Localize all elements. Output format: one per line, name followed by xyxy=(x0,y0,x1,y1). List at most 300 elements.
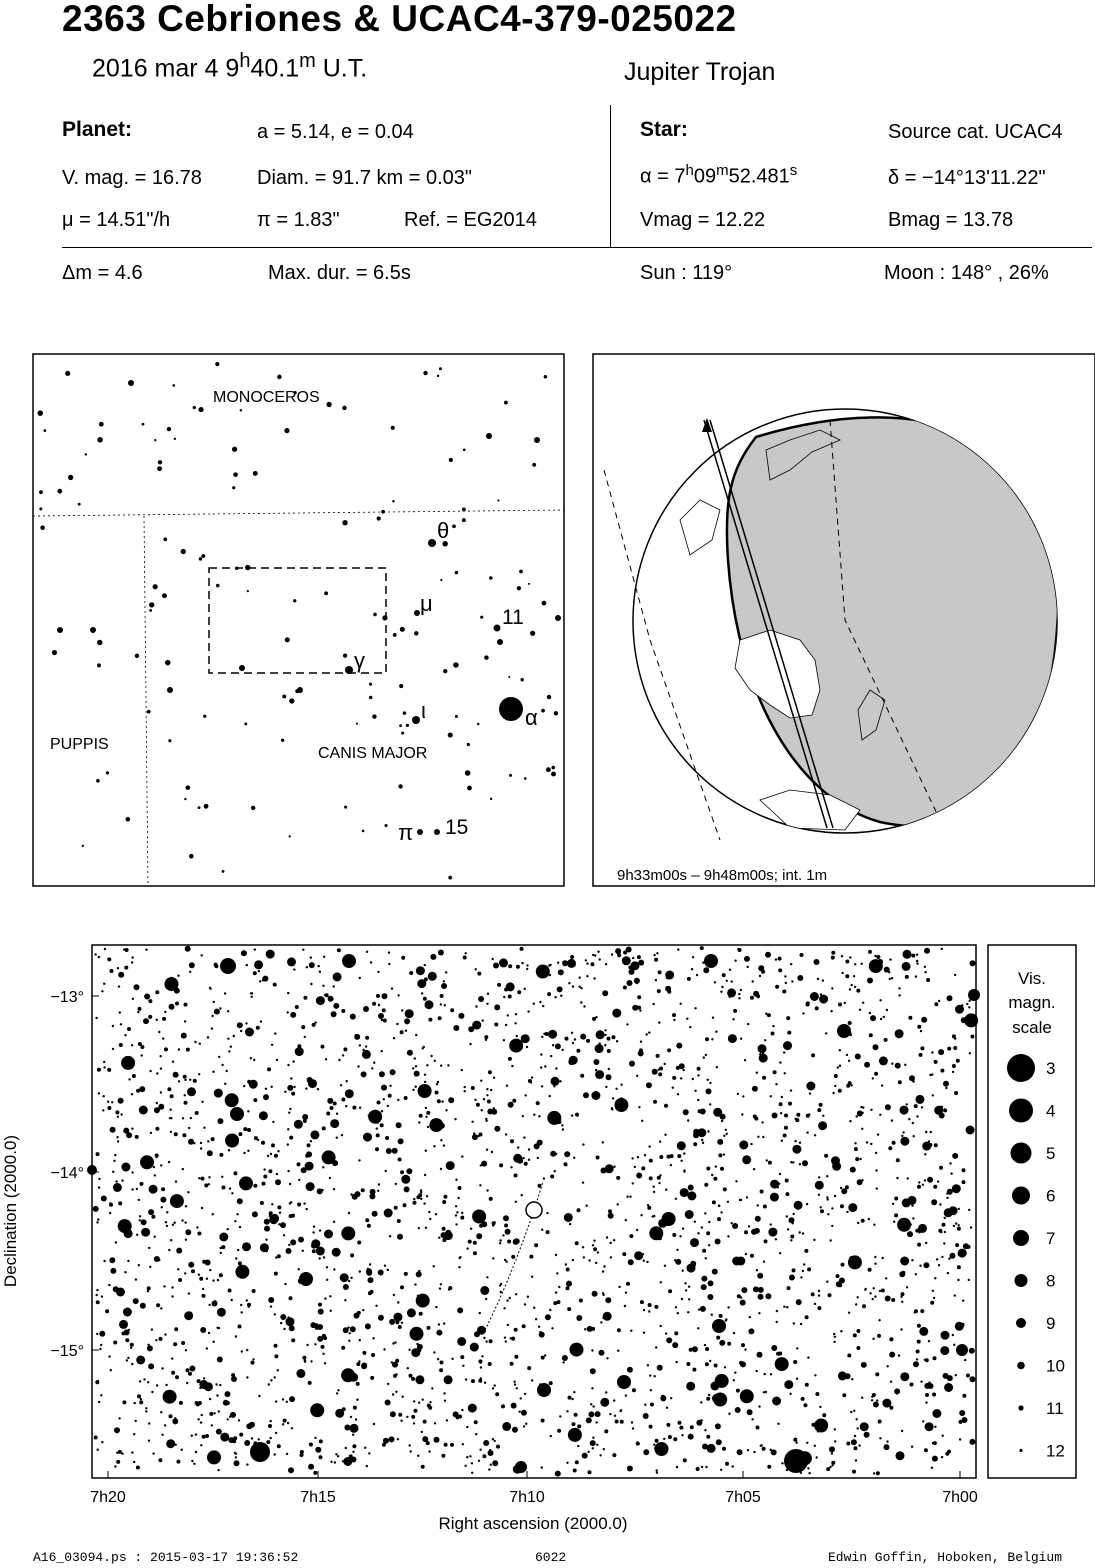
detail-star xyxy=(123,1308,132,1317)
detail-star xyxy=(343,1284,349,1290)
detail-star xyxy=(766,1159,768,1161)
detail-star xyxy=(626,949,628,951)
detail-star xyxy=(508,964,512,968)
detail-star xyxy=(742,1155,751,1164)
detail-star xyxy=(923,1262,929,1268)
detail-star xyxy=(253,1184,257,1188)
detail-star xyxy=(201,954,203,956)
x-axis-label: Right ascension (2000.0) xyxy=(438,1514,628,1533)
detail-star xyxy=(875,1152,877,1154)
detail-star xyxy=(725,1129,727,1131)
detail-star xyxy=(387,1269,389,1271)
detail-star xyxy=(632,957,634,959)
detail-star xyxy=(817,1306,821,1310)
detail-star xyxy=(531,1379,533,1381)
detail-star xyxy=(566,1281,572,1287)
detail-star xyxy=(516,1387,518,1389)
detail-star xyxy=(268,1383,270,1385)
finder-star xyxy=(382,615,387,620)
detail-star xyxy=(389,1235,391,1237)
detail-star xyxy=(889,958,891,960)
detail-star xyxy=(284,1091,286,1093)
detail-star xyxy=(273,983,277,987)
detail-star xyxy=(260,1201,264,1205)
detail-star xyxy=(245,1022,247,1024)
detail-star xyxy=(770,1193,779,1202)
detail-star xyxy=(161,1434,163,1436)
detail-star xyxy=(262,979,264,981)
detail-star xyxy=(515,1013,517,1015)
detail-star xyxy=(742,1095,744,1097)
detail-star xyxy=(332,1248,341,1257)
detail-star xyxy=(505,1340,507,1342)
detail-star xyxy=(565,1037,569,1041)
detail-star xyxy=(505,1133,507,1135)
detail-star xyxy=(522,1324,526,1328)
detail-star xyxy=(369,1263,371,1265)
detail-star xyxy=(946,1192,948,1194)
detail-star xyxy=(329,1295,331,1297)
detail-star xyxy=(188,1127,190,1129)
detail-star xyxy=(674,1331,678,1335)
detail-star xyxy=(953,1225,955,1227)
detail-star xyxy=(952,1071,954,1073)
detail-star xyxy=(276,1173,278,1175)
detail-star xyxy=(712,1017,714,1019)
detail-star xyxy=(341,1009,345,1013)
detail-star xyxy=(900,1137,909,1146)
detail-star xyxy=(546,1212,548,1214)
detail-star xyxy=(521,1194,523,1196)
detail-star xyxy=(193,1142,195,1144)
detail-star xyxy=(726,1133,728,1135)
detail-star xyxy=(214,1009,220,1015)
detail-star xyxy=(665,971,674,980)
detail-star xyxy=(505,1024,507,1026)
detail-star xyxy=(489,1339,493,1343)
detail-star xyxy=(253,1098,257,1102)
detail-star xyxy=(161,1367,163,1369)
detail-star xyxy=(849,1120,851,1122)
finder-star xyxy=(165,660,171,666)
detail-star xyxy=(110,969,114,973)
detail-star xyxy=(413,1198,415,1200)
detail-star xyxy=(626,1196,628,1198)
detail-star xyxy=(785,1192,789,1196)
detail-star xyxy=(757,1136,759,1138)
detail-star xyxy=(941,1331,950,1340)
detail-star xyxy=(488,1070,492,1074)
detail-star xyxy=(780,1112,782,1114)
detail-star xyxy=(231,1192,233,1194)
detail-star xyxy=(531,1076,533,1078)
detail-star xyxy=(242,1242,251,1251)
detail-star xyxy=(567,1307,571,1311)
detail-star xyxy=(461,1155,463,1157)
detail-star xyxy=(428,1406,432,1410)
detail-star xyxy=(512,1427,518,1433)
detail-star xyxy=(856,1418,858,1420)
detail-star xyxy=(358,1360,360,1362)
detail-star xyxy=(275,1400,277,1402)
detail-star xyxy=(627,1367,633,1373)
detail-star xyxy=(507,1324,509,1326)
detail-star xyxy=(686,1382,695,1391)
detail-star xyxy=(176,1460,180,1464)
detail-star xyxy=(238,1325,242,1329)
detail-star xyxy=(130,1343,134,1347)
detail-star xyxy=(593,1059,599,1065)
detail-star xyxy=(903,950,912,959)
detail-star xyxy=(693,1132,699,1138)
detail-star xyxy=(499,1284,501,1286)
detail-star xyxy=(550,1055,552,1057)
detail-star xyxy=(970,960,976,966)
detail-star xyxy=(850,1167,856,1173)
detail-star xyxy=(874,1295,876,1297)
detail-star xyxy=(637,955,641,959)
footer-id: 6022 xyxy=(535,1550,567,1565)
detail-star xyxy=(148,999,152,1003)
detail-star xyxy=(731,1222,733,1224)
detail-star xyxy=(851,984,853,986)
detail-star xyxy=(212,1279,214,1281)
detail-star xyxy=(487,993,489,995)
detail-star xyxy=(174,1222,176,1224)
detail-star xyxy=(266,1440,270,1444)
detail-star xyxy=(605,1391,607,1393)
detail-star xyxy=(852,1470,856,1474)
detail-star xyxy=(677,1154,681,1158)
detail-star xyxy=(170,1194,184,1208)
detail-star xyxy=(806,1114,810,1118)
detail-star xyxy=(105,1309,109,1313)
detail-star xyxy=(799,1142,801,1144)
detail-star xyxy=(898,994,900,996)
finder-star xyxy=(547,695,551,699)
detail-star xyxy=(190,1117,192,1119)
detail-star xyxy=(912,1080,914,1082)
detail-star xyxy=(297,1162,301,1166)
detail-star xyxy=(902,1198,911,1207)
detail-star xyxy=(268,1297,274,1303)
detail-star xyxy=(228,1289,232,1293)
finder-star xyxy=(147,710,151,714)
detail-star xyxy=(565,1263,567,1265)
detail-star xyxy=(658,1219,667,1228)
detail-star xyxy=(499,1242,501,1244)
detail-star xyxy=(350,1416,352,1418)
detail-star xyxy=(140,1155,154,1169)
detail-star xyxy=(529,1255,533,1259)
detail-star xyxy=(637,1156,639,1158)
detail-star xyxy=(756,1426,760,1430)
detail-star xyxy=(675,1198,677,1200)
detail-star xyxy=(834,1440,836,1442)
detail-star xyxy=(430,954,436,960)
detail-star xyxy=(648,1310,650,1312)
detail-star xyxy=(811,1053,815,1057)
detail-star xyxy=(957,1265,961,1269)
detail-star xyxy=(834,1428,836,1430)
detail-star xyxy=(944,1231,946,1233)
finder-star xyxy=(233,472,238,477)
detail-star xyxy=(820,1206,822,1208)
detail-star xyxy=(163,1285,165,1287)
detail-star xyxy=(478,1460,480,1462)
detail-star xyxy=(616,1040,618,1042)
detail-star xyxy=(219,1384,221,1386)
detail-star xyxy=(938,1229,942,1233)
detail-star xyxy=(117,1140,119,1142)
detail-star xyxy=(456,1211,458,1213)
detail-star xyxy=(596,1444,598,1446)
detail-star xyxy=(310,983,312,985)
detail-star xyxy=(127,1260,129,1262)
detail-star xyxy=(613,1166,615,1168)
detail-star xyxy=(643,1449,649,1455)
detail-star xyxy=(966,1374,970,1378)
detail-star xyxy=(287,957,296,966)
x-axis xyxy=(90,1471,978,1506)
detail-star xyxy=(797,975,803,981)
detail-star xyxy=(493,963,499,969)
detail-star xyxy=(686,1362,690,1366)
detail-star xyxy=(376,1127,378,1129)
detail-star xyxy=(191,1269,195,1273)
detail-star xyxy=(238,1419,240,1421)
detail-star xyxy=(98,956,100,958)
detail-star xyxy=(462,1443,464,1445)
detail-star xyxy=(767,1013,771,1017)
detail-star xyxy=(193,1079,197,1083)
detail-star xyxy=(134,984,140,990)
detail-star xyxy=(749,1316,751,1318)
detail-star xyxy=(687,1191,696,1200)
detail-star xyxy=(195,1433,197,1435)
detail-star xyxy=(873,1402,879,1408)
detail-star xyxy=(426,1111,430,1115)
detail-star xyxy=(911,954,915,958)
detail-star xyxy=(778,1352,782,1356)
detail-star xyxy=(681,1298,683,1300)
detail-star xyxy=(566,1286,570,1290)
detail-star xyxy=(570,955,574,959)
detail-star xyxy=(231,1299,233,1301)
detail-star xyxy=(225,1134,239,1148)
detail-star xyxy=(828,1293,832,1297)
detail-star xyxy=(672,1013,676,1017)
detail-star xyxy=(382,993,388,999)
detail-star xyxy=(602,1270,604,1272)
detail-star xyxy=(748,1328,754,1334)
detail-star xyxy=(170,1109,172,1111)
finder-star xyxy=(400,627,405,632)
detail-star xyxy=(770,1095,772,1097)
detail-star xyxy=(723,1135,725,1137)
detail-star xyxy=(544,1354,546,1356)
detail-star xyxy=(579,977,581,979)
detail-star xyxy=(491,1151,493,1153)
detail-star xyxy=(660,1281,662,1283)
detail-star xyxy=(175,1180,177,1182)
detail-star xyxy=(877,1334,881,1338)
detail-star xyxy=(322,1334,326,1338)
finder-star xyxy=(490,798,492,800)
detail-star xyxy=(838,1089,842,1093)
detail-star xyxy=(398,1325,402,1329)
detail-star xyxy=(712,1200,716,1204)
detail-star xyxy=(822,979,824,981)
detail-star xyxy=(414,1409,418,1413)
detail-star xyxy=(541,1419,545,1423)
detail-star xyxy=(189,1079,191,1081)
finder-star xyxy=(524,777,527,780)
detail-star xyxy=(287,1170,289,1172)
detail-star xyxy=(181,1341,185,1345)
detail-star xyxy=(466,1426,468,1428)
detail-star xyxy=(158,1031,160,1033)
finder-star xyxy=(198,806,201,809)
detail-star xyxy=(503,1307,505,1309)
detail-star xyxy=(753,1451,755,1453)
detail-star xyxy=(758,1044,767,1053)
detail-star xyxy=(365,1036,369,1040)
detail-star xyxy=(840,1204,844,1208)
detail-star xyxy=(98,1186,100,1188)
detail-star xyxy=(924,948,930,954)
detail-star xyxy=(310,956,312,958)
detail-star xyxy=(359,1270,361,1272)
finder-star xyxy=(497,499,499,501)
detail-star xyxy=(324,1362,326,1364)
detail-star xyxy=(472,1021,481,1030)
detail-star xyxy=(632,1182,634,1184)
detail-star xyxy=(440,1065,442,1067)
detail-star xyxy=(429,1401,431,1403)
detail-star xyxy=(379,1071,385,1077)
detail-star xyxy=(889,1406,893,1410)
detail-star xyxy=(468,1240,472,1244)
detail-star xyxy=(573,1391,575,1393)
detail-star xyxy=(685,1289,687,1291)
legend-magnitude: 5 xyxy=(1046,1144,1056,1163)
detail-star xyxy=(817,1108,821,1112)
detail-star xyxy=(437,1099,441,1103)
detail-star xyxy=(178,1048,180,1050)
star-bmag: Bmag = 13.78 xyxy=(888,209,1014,231)
detail-star xyxy=(901,1301,903,1303)
detail-star xyxy=(639,1009,641,1011)
detail-star xyxy=(321,1345,325,1349)
detail-star xyxy=(359,977,361,979)
detail-star xyxy=(908,1118,910,1120)
detail-star xyxy=(443,1392,445,1394)
detail-star xyxy=(393,1374,397,1378)
detail-star xyxy=(760,1444,762,1446)
detail-star xyxy=(419,1349,421,1351)
detail-star xyxy=(704,1429,706,1431)
detail-star xyxy=(826,1467,830,1471)
detail-star xyxy=(204,1382,213,1391)
detail-star xyxy=(763,1261,765,1263)
finder-star xyxy=(289,698,294,703)
detail-star xyxy=(433,1265,435,1267)
detail-star xyxy=(657,1443,659,1445)
detail-star xyxy=(801,1397,805,1401)
finder-star xyxy=(455,715,458,718)
detail-star xyxy=(322,1353,324,1355)
detail-star xyxy=(397,1219,401,1223)
finder-star xyxy=(344,806,347,809)
detail-star xyxy=(131,956,133,958)
detail-star xyxy=(293,968,295,970)
detail-star xyxy=(322,1166,324,1168)
detail-star xyxy=(475,1433,477,1435)
detail-star xyxy=(133,1298,139,1304)
detail-star xyxy=(646,1261,648,1263)
detail-star xyxy=(775,958,777,960)
detail-star xyxy=(515,1293,517,1295)
detail-star xyxy=(133,1433,135,1435)
detail-star xyxy=(139,1215,141,1217)
detail-star xyxy=(851,1439,857,1445)
detail-star xyxy=(952,1254,954,1256)
finder-star xyxy=(434,829,440,835)
detail-star xyxy=(140,1182,144,1186)
detail-star xyxy=(672,1087,674,1089)
detail-star xyxy=(573,1469,577,1473)
detail-star xyxy=(753,991,759,997)
detail-star xyxy=(425,1000,434,1009)
detail-star xyxy=(554,1170,556,1172)
detail-star xyxy=(934,1060,938,1064)
detail-star xyxy=(639,1048,643,1052)
detail-star xyxy=(722,973,726,977)
detail-star xyxy=(252,1289,256,1293)
detail-star xyxy=(952,1064,956,1068)
detail-star xyxy=(474,1420,478,1424)
detail-star xyxy=(711,1038,713,1040)
detail-star xyxy=(103,983,105,985)
detail-star xyxy=(507,1240,511,1244)
finder-star xyxy=(90,627,96,633)
detail-star xyxy=(233,1171,237,1175)
detail-star xyxy=(831,1207,833,1209)
detail-star xyxy=(347,1326,349,1328)
detail-star xyxy=(238,1261,242,1265)
detail-star xyxy=(885,1296,891,1302)
detail-star xyxy=(605,1297,611,1303)
detail-star xyxy=(378,1013,384,1019)
detail-star xyxy=(169,1414,173,1418)
finder-star xyxy=(467,743,470,746)
detail-star xyxy=(445,1109,447,1111)
detail-star xyxy=(408,1349,410,1351)
detail-star xyxy=(755,1216,761,1222)
detail-star xyxy=(592,1244,594,1246)
detail-star xyxy=(839,1278,845,1284)
detail-star xyxy=(934,1143,938,1147)
detail-star xyxy=(475,968,477,970)
detail-star xyxy=(918,1181,920,1183)
detail-star xyxy=(218,1056,220,1058)
detail-star xyxy=(511,1403,517,1409)
detail-star xyxy=(886,1440,888,1442)
detail-star xyxy=(327,1098,333,1104)
detail-star xyxy=(324,1230,333,1239)
detail-star xyxy=(301,1167,307,1173)
